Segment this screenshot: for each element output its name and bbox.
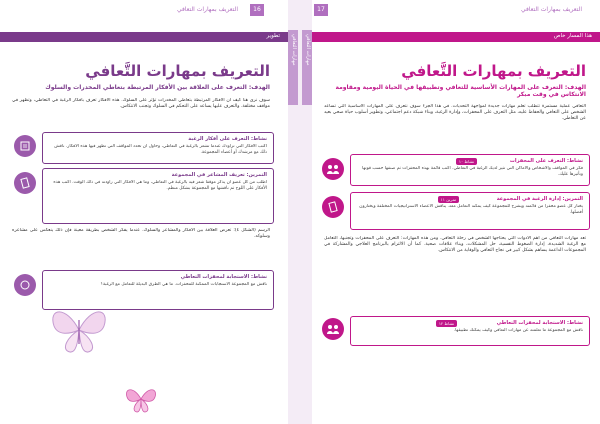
left-page-title: التعريف بمهارات التَّعافي: [85, 62, 270, 80]
right-page: [312, 0, 600, 424]
left-box-1-title: نشاط: التعرف على أفكار الرغبة: [188, 136, 267, 142]
right-box-3-tag: نشاط ١٢: [436, 320, 457, 327]
activity-icon-2: [14, 274, 36, 296]
right-intro-text: التعافي عملية مستمرة تتطلب تعلم مهارات جديدة لمواجهة التحديات. في هذا الجزء سوف نتعرف على المهارات الأساسية التي تساعد الشخص على التعافي والحفاظ عليه، مثل التعرف على المحفزات، وإدارة الرغبة، وبناء شبكة دعم اجتماعي، وتطوير أسلوب حياة صحي بعيد عن التعاطي.: [324, 104, 586, 122]
right-page-header: التعريف بمهارات التعافي: [520, 6, 582, 13]
left-box-2-title: التمرين: تعريف المشاعر في المجموعة: [171, 172, 267, 178]
left-page-number: 16: [250, 4, 264, 16]
right-page-title: التعريف بمهارات التَّعافي: [401, 62, 586, 80]
exercise-icon-right: [322, 196, 344, 218]
left-box-1-body: اكتب الأفكار التي تراودك عندما تشعر بالرغبة في التعاطي، وحاول أن تحدد المواقف التي تظهر فيها هذه الأفكار. ناقش ذلك مع مرشدك أو أعضاء المجموعة.: [54, 144, 267, 155]
left-box-3-body: ناقش مع المجموعة الاستجابات الممكنة للمحفزات. ما هي الطرق البديلة للتعامل مع الرغبة؟: [100, 282, 267, 287]
spine-label-left: مهارات التعافي: [291, 34, 297, 66]
left-page: [0, 0, 288, 424]
right-box-3-title: نشاط: الاستجابة لمحفزات التعاطي: [496, 320, 583, 326]
left-page-header: التعريف بمهارات التعافي: [176, 6, 238, 13]
left-box-3-title: نشاط: الاستجابة لمحفزات التعاطي: [180, 274, 267, 280]
right-middle-text: تعد مهارات التعافي من أهم الأدوات التي يحتاجها الشخص في رحلة التعافي. ومن هذه المهارات: التعرف على المحفزات وتجنبها، التعامل مع الرغبة الشديدة، إدارة الضغوط النفسية، حل المشكلات، وبناء علاقات صحية. كما أن الالتزام بالبرنامج العلاجي والمشاركة في المجموعات الداعمة يساهم بشكل كبير في نجاح التعافي والوقاية من الانتكاس.: [324, 236, 586, 254]
activity-icon: [14, 135, 36, 157]
butterfly-illustration-large: [48, 300, 110, 358]
right-box-2-body: يختار كل عضو محفزاً من قائمته ويشرح للمجموعة كيف يمكنه التعامل معه. يناقش الأعضاء الاستراتيجيات المختلفة ويختارون أفضلها.: [359, 204, 583, 215]
right-activity-box-1: [350, 154, 590, 186]
right-box-2-title: التمرين: إدارة الرغبة في المجموعة: [496, 196, 583, 202]
spine-label-right: مهارات التعافي: [305, 34, 311, 66]
right-activity-box-3: [350, 316, 590, 346]
left-section-label: تطوير: [266, 33, 280, 39]
right-box-2-tag: تمرين ١١: [438, 196, 459, 203]
right-section-label: هذا المسار خاص: [553, 33, 592, 39]
activity-icon-right: [322, 158, 344, 180]
group-activity-icon-right: [322, 318, 344, 340]
left-exercise-box-2: [42, 168, 274, 224]
right-page-number: 17: [314, 4, 328, 16]
book-spine: [288, 0, 312, 424]
right-exercise-box-2: [350, 192, 590, 230]
right-box-1-tag: نشاط ١٠: [456, 158, 477, 165]
left-box-2-body: اطلب من كل عضو أن يذكر موقفاً شعر فيه بالرغبة في التعاطي، وما هي الأفكار التي راودته في ذلك الوقت. اكتب هذه الأفكار على اللوح ثم ناقشها مع المجموعة بشكل منظم.: [53, 180, 267, 191]
right-box-1-title: نشاط: التعرف على المحفزات: [509, 158, 583, 164]
right-box-1-body: فكر في المواقف والأشخاص والأماكن التي تثير لديك الرغبة في التعاطي. اكتب قائمة بهذه المحفزات ثم صنفها حسب قوتها وتأثيرها عليك.: [362, 166, 583, 177]
left-middle-text: الرسم (الشكل ٤): تعرض العلاقة بين الأفكار والمشاعر والسلوك. عندما يفكر الشخص بطريقة معينة فإن ذلك ينعكس على مشاعره وسلوكه.: [12, 228, 270, 240]
left-intro-text: سوف نرى هنا كيف أن الأفكار المرتبطة بتعاطي المخدرات تؤثر على السلوك. هذه الأفكار تعرف بأفكار الرغبة في التعاطي، وتظهر في مواقف مختلفة. والتعرف عليها يساعد على التحكم في السلوك وتجنب الانتكاس.: [12, 98, 270, 110]
right-box-3-body: ناقش مع المجموعة ما تعلمته عن مهارات التعافي وكيف يمكنك تطبيقها.: [453, 328, 583, 333]
left-page-subtitle: الهدف: التعرف على العلاقة بين الأفكار المرتبطة بتعاطي المخدرات والسلوك: [45, 84, 270, 91]
right-section-band: [312, 32, 600, 42]
butterfly-illustration-small: [124, 384, 158, 414]
right-page-subtitle: الهدف: التعرف على المهارات الأساسية للتعافي وتطبيقها في الحياة اليومية ومقاومة الانتكاس في وقت مبكر: [335, 84, 586, 98]
left-activity-box-1: [42, 132, 274, 164]
exercise-icon: [14, 172, 36, 194]
left-section-band: [0, 32, 288, 42]
